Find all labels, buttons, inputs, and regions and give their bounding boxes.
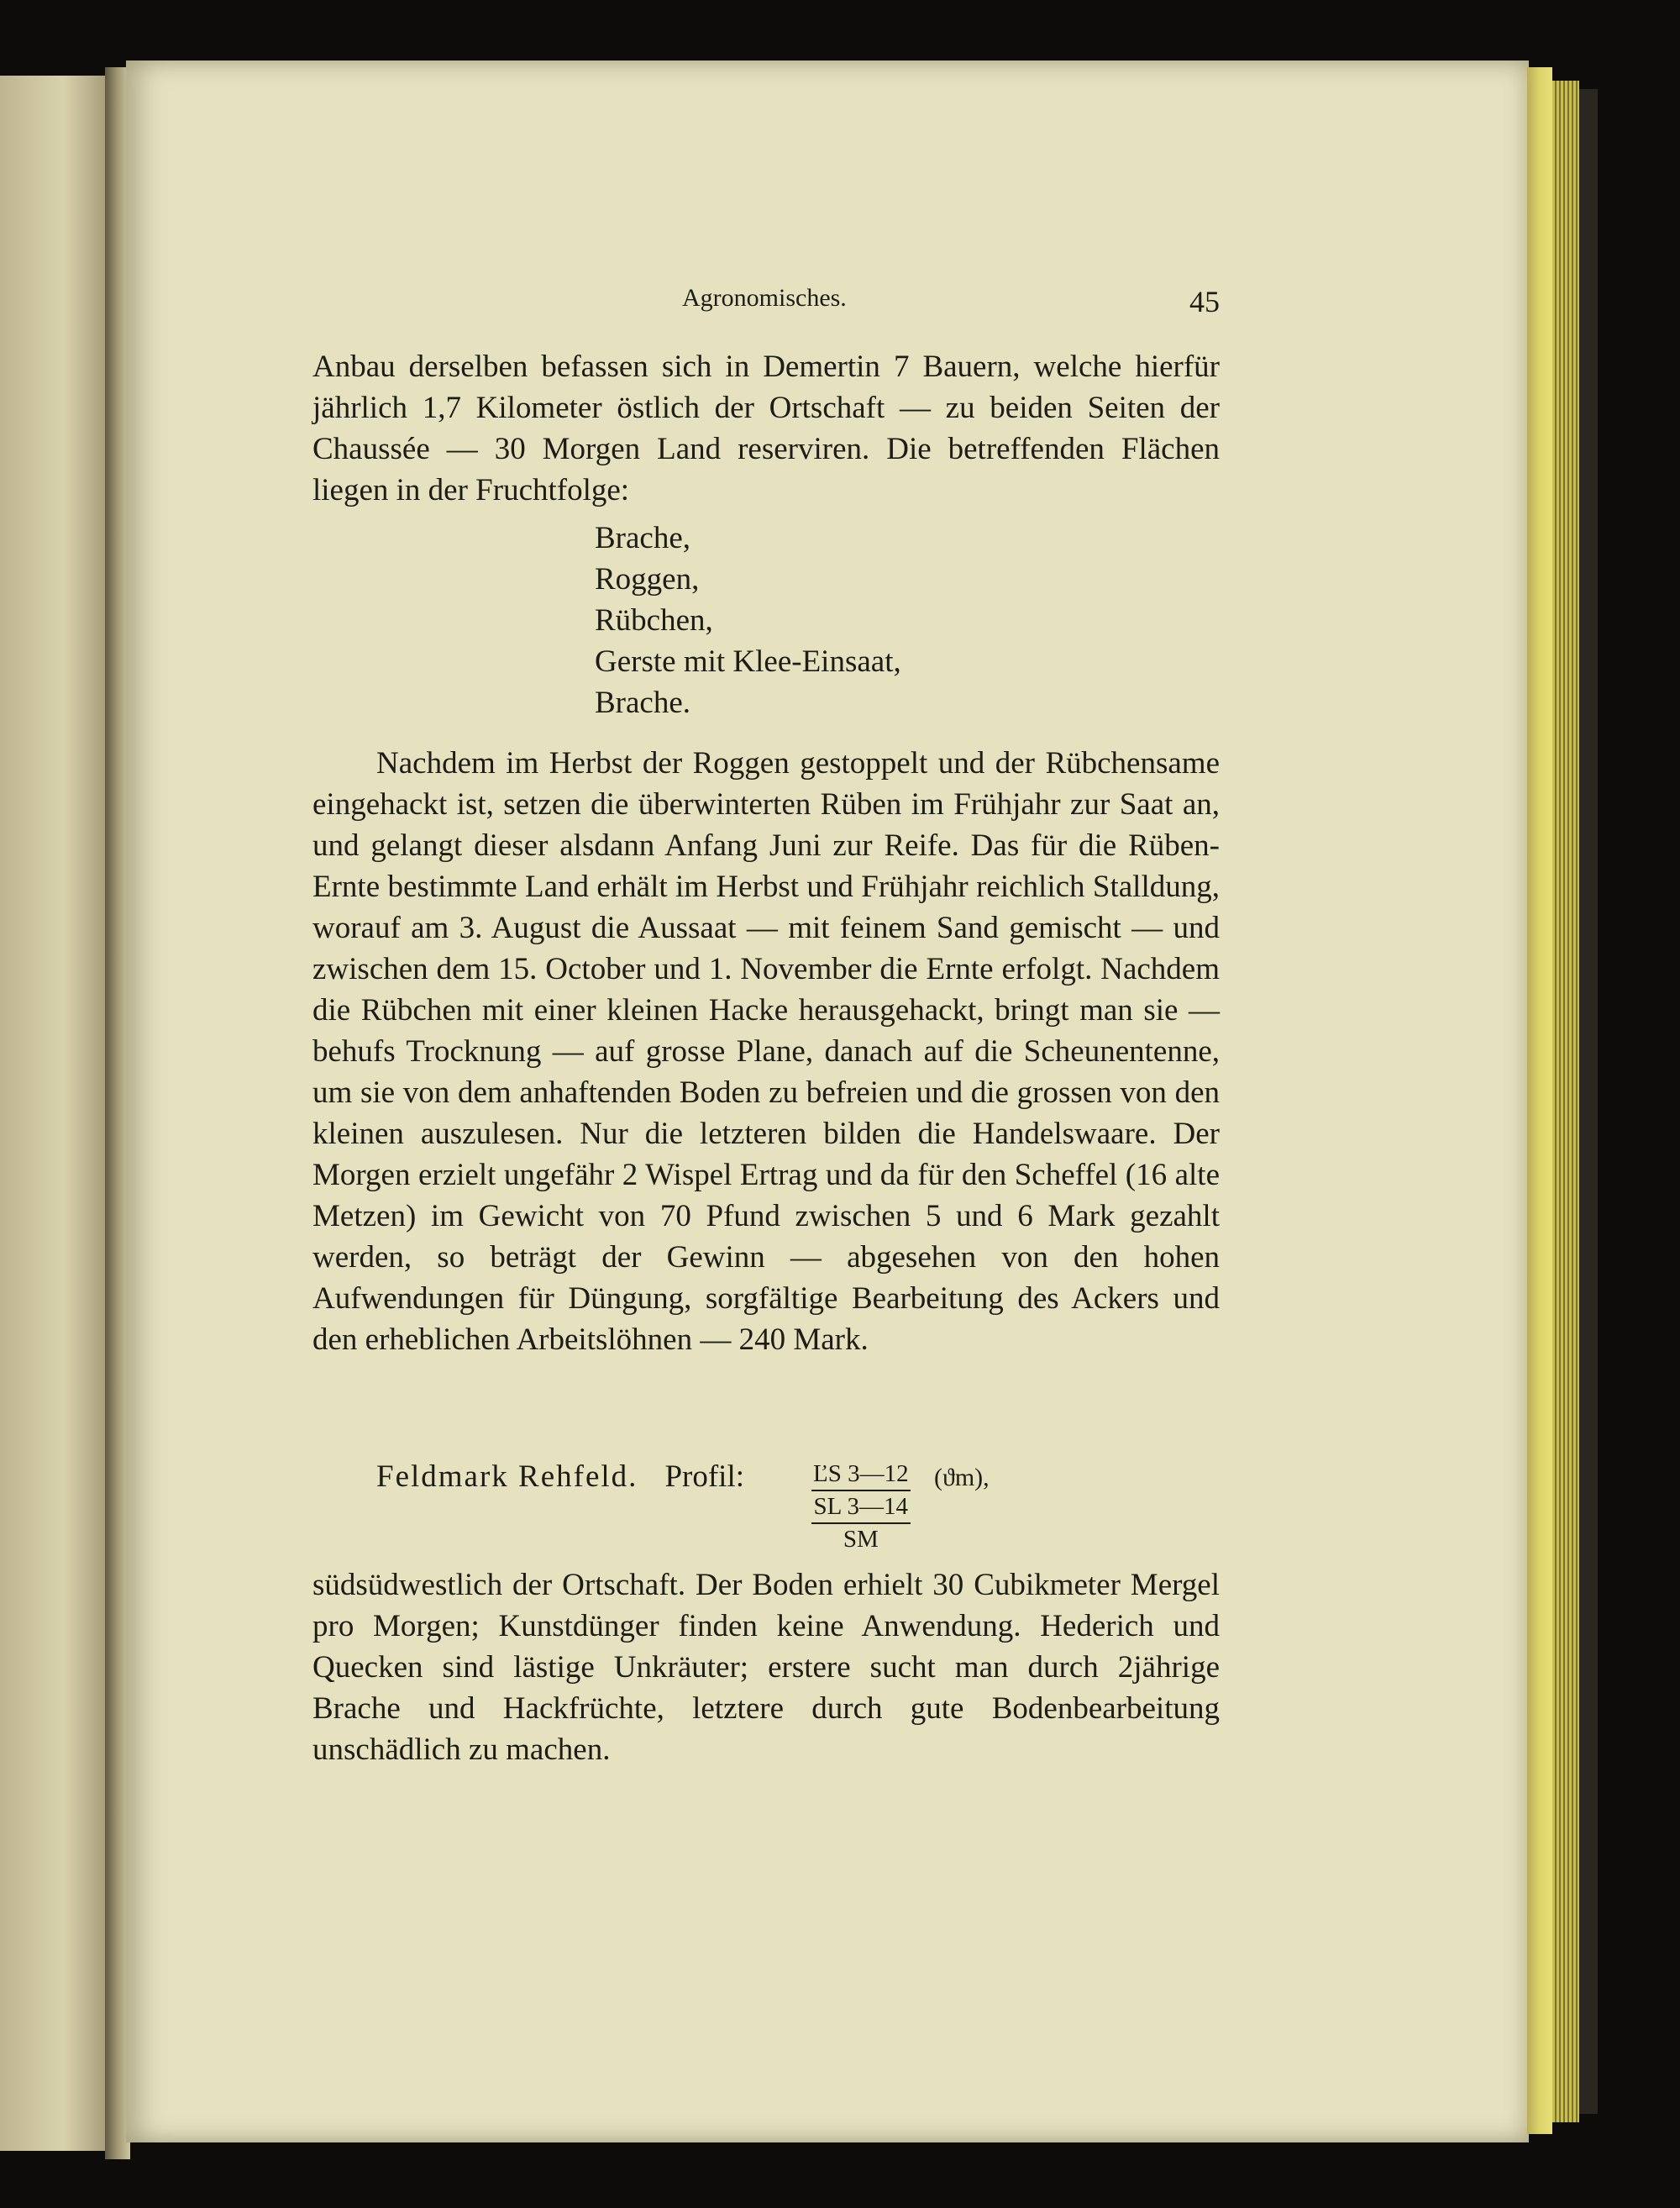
rotation-item: Roggen, — [595, 562, 700, 597]
rotation-item: Rübchen, — [595, 603, 713, 638]
paragraph-ruebchen: Nachdem im Herbst der Roggen gestoppelt und der Rübchensame eingehackt ist, setzen die überwinterten Rüben im Frühjahr zur Saat an, und gelangt dieser alsdann Anfang Juni zur Reife. Das für die Rüben-Ernte bestimmte Land erhält im Herbst und Frühjahr reichlich Stalldung, worauf am 3. August die Aussaat — mit feinem Sand gemischt — und zwischen dem 15. October und 1. November die Ernte erfolgt. Nachdem die Rübchen mit einer kleinen Hacke herausgehackt, bringt man sie — behufs Trocknung — auf grosse Plane, danach auf die Scheunentenne, um sie von dem anhaftenden Boden zu befreien und die grossen von den kleinen auszulesen. Nur die letzteren bilden die Handelswaare. Der Morgen erzielt ungefähr 2 Wispel Ertrag und da für den Scheffel (16 alte Metzen) im Gewicht von 70 Pfund zwischen 5 und 6 Mark gezahlt werden, so beträgt der Gewinn — abgesehen von den hohen Aufwendungen für Düngung, sorgfältige Bearbeitung des Ackers und den erheblichen Arbeitslöhnen — 240 Mark. — [312, 746, 1220, 1357]
profil-row-bottom: SM — [843, 1526, 879, 1553]
rotation-item: Brache, — [595, 521, 691, 555]
profil-row-middle: SL 3—14 — [811, 1491, 911, 1524]
profil-row-top: ĽS 3—12 — [811, 1460, 911, 1491]
rotation-item: Brache. — [595, 686, 691, 720]
page-stack-edge — [1552, 81, 1579, 2122]
book-cover-edge — [1579, 89, 1598, 2114]
left-page-edge — [0, 76, 105, 2151]
feldmark-heading — [376, 1459, 744, 1495]
page-header — [312, 284, 1220, 326]
profil-label: Profil: — [664, 1459, 744, 1494]
running-head: Agronomisches. — [682, 284, 847, 312]
page-fore-edge — [1527, 67, 1552, 2134]
paragraph-anbau: Anbau derselben befassen sich in Demertin 7 Bauern, welche hierfür jährlich 1,7 Kilometer östlich der Ortschaft — zu beiden Seiten der Chaussée — 30 Morgen Land reserviren. Die betreffenden Flächen liegen in der Fruchtfolge: — [312, 350, 1220, 507]
paragraph-rehfeld: südsüdwestlich der Ortschaft. Der Boden erhielt 30 Cubikmeter Mergel pro Morgen; Kunstdünger finden keine Anwendung. Hederich und Quecken sind lästige Unkräuter; erstere sucht man durch 2jährige Brache und Hackfrüchte, letztere durch gute Bodenbearbeitung unschädlich zu machen. — [312, 1568, 1220, 1767]
rotation-item: Gerste mit Klee-Einsaat, — [595, 644, 901, 679]
soil-profile-fraction — [811, 1460, 911, 1553]
profil-note: (ϑm), — [934, 1464, 990, 1491]
feldmark-title: Feldmark Rehfeld. — [376, 1459, 638, 1494]
page-number: 45 — [1189, 285, 1220, 318]
crop-rotation-list — [595, 518, 901, 723]
